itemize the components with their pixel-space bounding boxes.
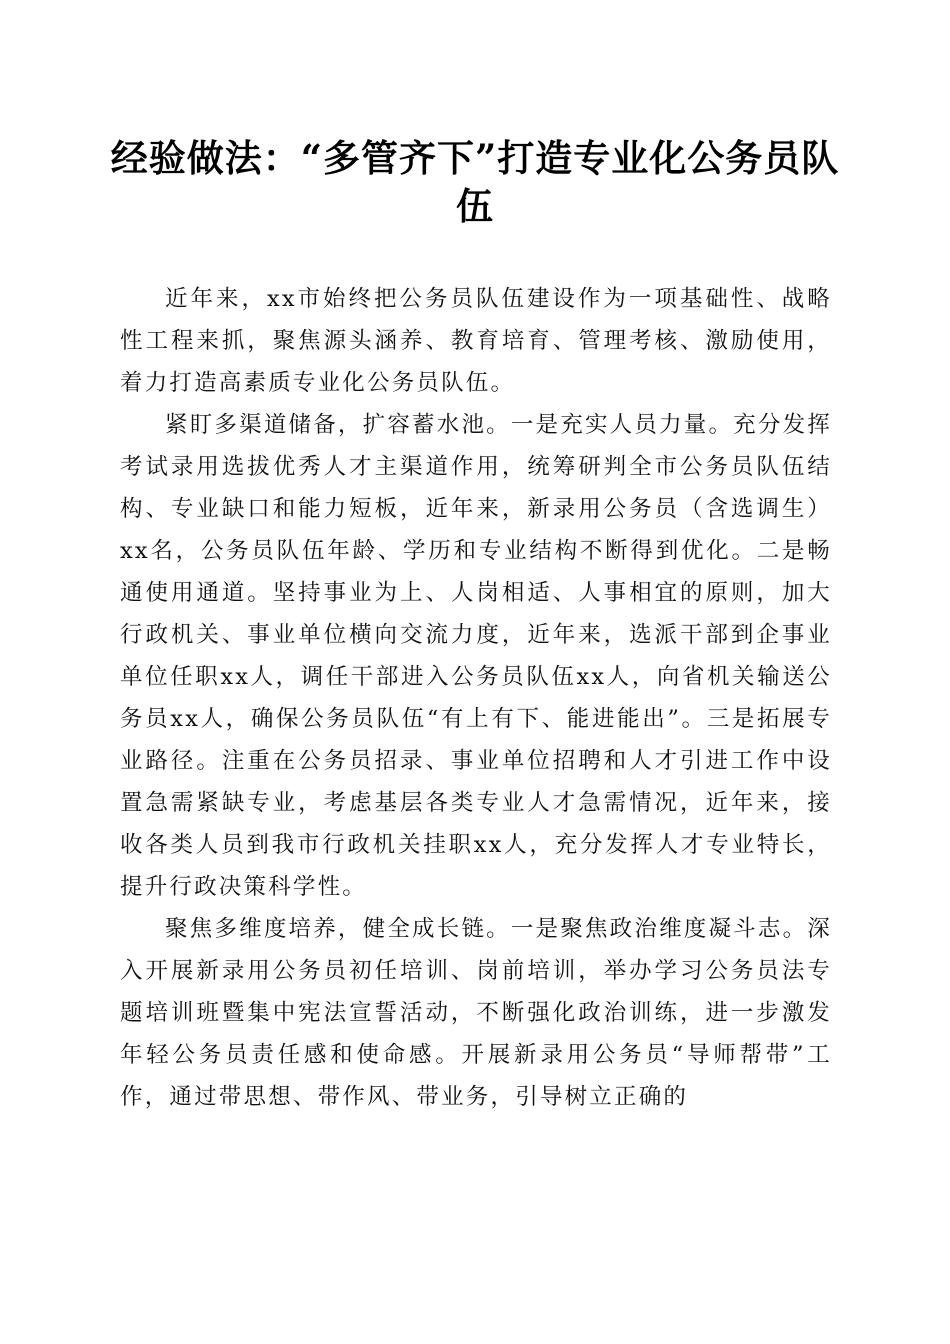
paragraph-reserve: 紧盯多渠道储备，扩容蓄水池。一是充实人员力量。充分发挥考试录用选拔优秀人才主渠道作用，统筹研判全市公务员队伍结构、专业缺口和能力短板，近年来，新录用公务员（含选调生）xx名，公务员队伍年龄、学历和专业结构不断得到优化。二是畅通使用通道。坚持事业为上、人岗相适、人事相宜的原则，加大行政机关、事业单位横向交流力度，近年来，选派干部到企事业单位任职xx人，调任干部进入公务员队伍xx人，向省机关输送公务员xx人，确保公务员队伍“有上有下、能进能出”。三是拓展专业路径。注重在公务员招录、事业单位招聘和人才引进工作中设置急需紧缺专业，考虑基层各类专业人才急需情况，近年来，接收各类人员到我市行政机关挂职xx人，充分发挥人才专业特长，提升行政决策科学性。 bbox=[120, 412, 832, 900]
paragraph-intro: 近年来，xx市始终把公务员队伍建设作为一项基础性、战略性工程来抓，聚焦源头涵养、教育培育、管理考核、激励使用，着力打造高素质专业化公务员队伍。 bbox=[120, 286, 832, 396]
document-title: 经验做法：“多管齐下”打造专业化公务员队伍 bbox=[110, 136, 840, 228]
paragraph-training: 聚焦多维度培养，健全成长链。一是聚焦政治维度凝斗志。深入开展新录用公务员初任培训、岗前培训，举办学习公务员法专题培训班暨集中宪法宣誓活动，不断强化政治训练，进一步激发年轻公务员责任感和使命感。开展新录用公务员“导师帮带”工作，通过带思想、带作风、带业务，引导树立正确的 bbox=[120, 916, 832, 1110]
document-body bbox=[120, 278, 832, 1118]
